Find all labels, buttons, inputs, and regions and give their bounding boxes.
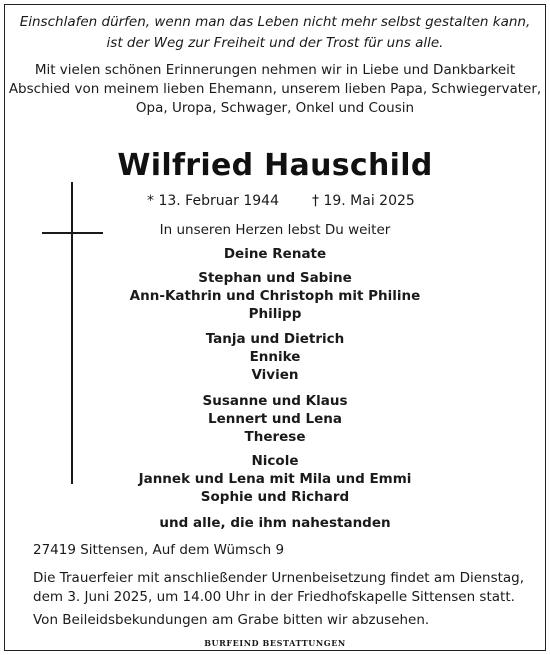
ceremony-line-1: Die Trauerfeier mit anschließender Urnenbeisetzung findet am Dienstag,: [33, 570, 525, 586]
family-line: Deine Renate: [223, 246, 327, 262]
verse-line-2: ist der Weg zur Freiheit und der Trost für uns alle.: [106, 35, 444, 51]
family-line: Philipp: [248, 306, 302, 322]
deceased-name: Wilfried Hauschild: [117, 148, 433, 183]
family-line: und alle, die ihm nahestanden: [159, 515, 391, 531]
family-line: Stephan und Sabine: [198, 270, 352, 286]
verse-line-1: Einschlafen dürfen, wenn man das Leben nicht mehr selbst gestalten kann,: [19, 14, 531, 30]
family-line: Lennert und Lena: [207, 411, 342, 427]
family-line: Ann-Kathrin und Christoph mit Philine: [129, 288, 421, 304]
family-line: Therese: [244, 429, 306, 445]
death-date: † 19. Mai 2025: [312, 193, 415, 209]
tagline: In unseren Herzen lebst Du weiter: [159, 222, 391, 238]
intro-line-1: Mit vielen schönen Erinnerungen nehmen wir in Liebe und Dankbarkeit: [34, 62, 516, 78]
undertaker-logo: BURFEIND BESTATTUNGEN: [204, 638, 346, 648]
ceremony-line-2: dem 3. Juni 2025, um 14.00 Uhr in der Friedhofskapelle Sittensen statt.: [33, 589, 515, 605]
intro-line-2: Abschied von meinem lieben Ehemann, unserem lieben Papa, Schwiegervater,: [8, 81, 542, 97]
address: 27419 Sittensen, Auf dem Wümsch 9: [33, 542, 285, 558]
family-line: Sophie und Richard: [200, 489, 350, 505]
family-line: Vivien: [251, 367, 299, 383]
family-line: Jannek und Lena mit Mila und Emmi: [138, 471, 412, 487]
family-line: Susanne und Klaus: [202, 393, 348, 409]
family-line: Tanja und Dietrich: [205, 331, 345, 347]
family-line: Ennike: [249, 349, 301, 365]
birth-date: * 13. Februar 1944: [147, 193, 279, 209]
condolence-note: Von Beileidsbekundungen am Grabe bitten wir abzusehen.: [33, 612, 430, 628]
intro-line-3: Opa, Uropa, Schwager, Onkel und Cousin: [135, 100, 415, 116]
family-line: Nicole: [251, 453, 299, 469]
